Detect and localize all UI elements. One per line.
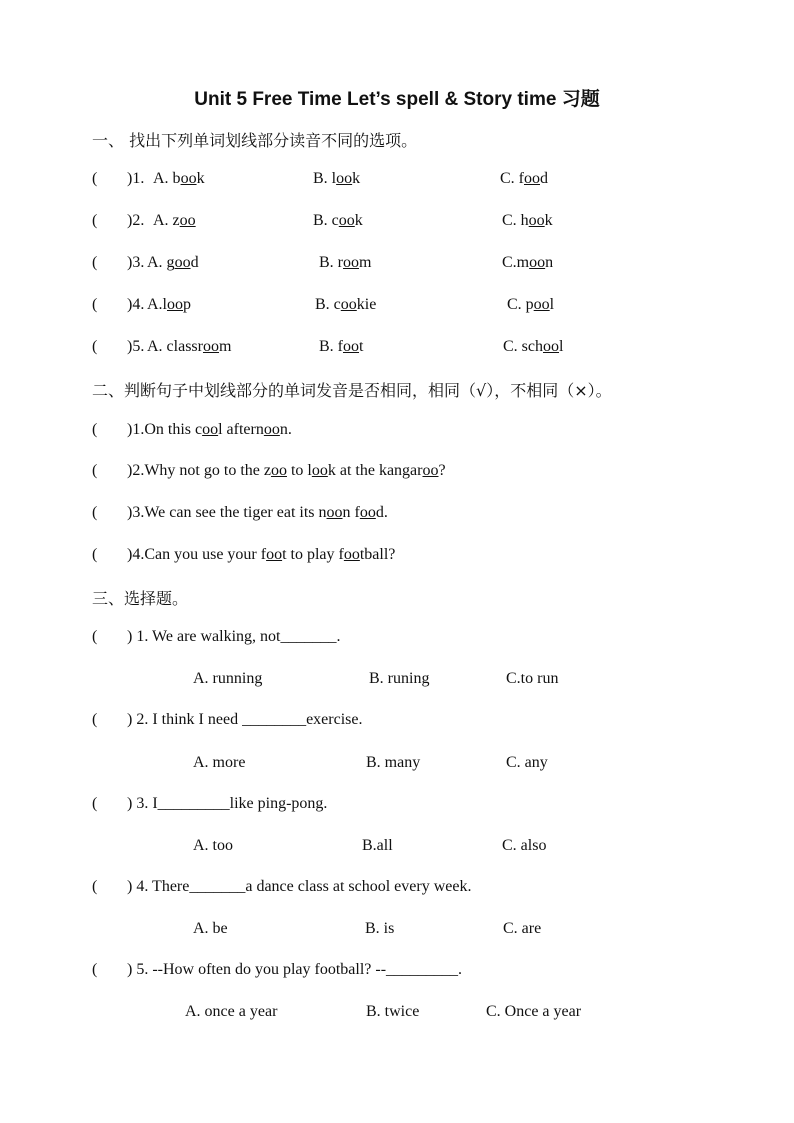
- question-text: ) 2. I think I need ________exercise.: [127, 711, 363, 728]
- option-b[interactable]: B.all: [362, 837, 393, 854]
- worksheet-title: Unit 5 Free Time Let’s spell & Story time 习题: [194, 89, 600, 110]
- underlined-letters: oo: [174, 254, 191, 271]
- word-part: d: [540, 170, 548, 187]
- word-part: m: [218, 338, 232, 355]
- underlined-letters: oo: [524, 170, 540, 187]
- word-part: C. sch: [503, 338, 543, 355]
- underlined-letters: oo: [167, 296, 183, 313]
- answer-blank-open[interactable]: (: [92, 961, 98, 978]
- underlined-letters: oo: [326, 504, 343, 521]
- word-part: k: [196, 170, 205, 187]
- option-b: [313, 212, 363, 230]
- question-text: ) 4. There_______a dance class at school every week.: [127, 878, 472, 895]
- underlined-letters: oo: [311, 462, 328, 479]
- sentence-part: )4.Can you use your f: [127, 546, 267, 563]
- option-a: [147, 338, 231, 356]
- sentence-part: k at the kangar: [327, 462, 423, 479]
- option-a: [153, 212, 196, 230]
- question-number: )3.: [127, 254, 145, 271]
- sentence: [127, 421, 292, 439]
- option-a: [153, 170, 205, 188]
- sentence-part: to l: [286, 462, 312, 479]
- word-part: B. c: [313, 212, 339, 229]
- word-part: B. c: [315, 296, 341, 313]
- section3-heading: 三、选择题。: [92, 589, 189, 608]
- option-a: [147, 296, 191, 314]
- option-a[interactable]: A. be: [193, 920, 228, 937]
- word-part: C. h: [502, 212, 529, 229]
- question-number: )5.: [127, 338, 145, 355]
- underlined-letters: oo: [202, 338, 219, 355]
- word-part: C.m: [502, 254, 530, 271]
- option-c[interactable]: C. any: [506, 754, 548, 771]
- word-part: B. f: [319, 338, 343, 355]
- word-part: d: [190, 254, 199, 271]
- word-part: B. r: [319, 254, 343, 271]
- answer-blank-open[interactable]: (: [92, 711, 98, 728]
- word-part: n: [545, 254, 554, 271]
- sentence-part: ?: [438, 462, 446, 479]
- option-b: [319, 338, 363, 356]
- option-c[interactable]: C.to run: [506, 670, 559, 687]
- underlined-letters: oo: [202, 421, 219, 438]
- question-text: ) 1. We are walking, not_______.: [127, 628, 341, 645]
- option-a[interactable]: A. once a year: [185, 1003, 278, 1020]
- underlined-letters: oo: [533, 296, 550, 313]
- question-text: ) 3. I_________like ping-pong.: [127, 795, 328, 812]
- answer-blank-open[interactable]: (: [92, 421, 98, 438]
- option-b[interactable]: B. is: [365, 920, 395, 937]
- answer-blank-open[interactable]: (: [92, 296, 98, 313]
- option-b[interactable]: B. twice: [366, 1003, 420, 1020]
- option-a[interactable]: A. running: [193, 670, 263, 687]
- option-c: [507, 296, 554, 314]
- answer-blank-open[interactable]: (: [92, 462, 98, 479]
- word-part: k: [544, 212, 553, 229]
- word-part: k: [354, 212, 363, 229]
- option-c: [500, 170, 548, 188]
- underlined-letters: oo: [336, 170, 353, 187]
- answer-blank-open[interactable]: (: [92, 878, 98, 895]
- word-part: l: [549, 296, 555, 313]
- underlined-letters: oo: [180, 170, 197, 187]
- answer-blank-open[interactable]: (: [92, 170, 98, 187]
- section1-heading: 一、 找出下列单词划线部分读音不同的选项。: [92, 131, 418, 150]
- word-part: A. g: [147, 254, 175, 271]
- word-part: t: [359, 338, 364, 355]
- option-b: [319, 254, 371, 272]
- underlined-letters: oo: [529, 254, 546, 271]
- word-part: kie: [356, 296, 377, 313]
- option-b[interactable]: B. many: [366, 754, 421, 771]
- underlined-letters: oo: [359, 504, 376, 521]
- underlined-letters: oo: [422, 462, 439, 479]
- answer-blank-open[interactable]: (: [92, 338, 98, 355]
- sentence-part: l aftern: [218, 421, 264, 438]
- option-b: [313, 170, 360, 188]
- option-c[interactable]: C. are: [503, 920, 542, 937]
- word-part: B. l: [313, 170, 337, 187]
- option-c[interactable]: C. Once a year: [486, 1003, 582, 1020]
- underlined-letters: oo: [343, 254, 359, 271]
- word-part: l: [559, 338, 564, 355]
- answer-blank-open[interactable]: (: [92, 795, 98, 812]
- word-part: A. classr: [147, 338, 203, 355]
- sentence-part: d.: [375, 504, 388, 521]
- word-part: p: [183, 296, 191, 313]
- underlined-letters: oo: [343, 546, 360, 563]
- underlined-letters: oo: [340, 296, 357, 313]
- section2-heading: 二、判断句子中划线部分的单词发音是否相同，相同（√），不相同（×）。: [92, 381, 612, 400]
- word-part: m: [359, 254, 372, 271]
- word-part: k: [352, 170, 361, 187]
- option-a[interactable]: A. too: [193, 837, 233, 854]
- underlined-letters: oo: [343, 338, 359, 355]
- option-b: [315, 296, 376, 314]
- sentence-part: t to play f: [282, 546, 344, 563]
- sentence-part: tball?: [359, 546, 396, 563]
- word-part: C. p: [507, 296, 534, 313]
- sentence-part: n.: [279, 421, 292, 438]
- sentence-part: )2.Why not go to the z: [127, 462, 271, 479]
- option-c: [502, 254, 553, 272]
- answer-blank-open[interactable]: (: [92, 504, 98, 521]
- underlined-letters: oo: [263, 421, 280, 438]
- option-c[interactable]: C. also: [502, 837, 547, 854]
- question-number: )1.: [127, 170, 145, 187]
- underlined-letters: oo: [270, 462, 287, 479]
- sentence: [127, 546, 395, 564]
- underlined-letters: oo: [543, 338, 559, 355]
- word-part: A.l: [147, 296, 167, 313]
- sentence: [127, 462, 446, 480]
- answer-blank-open[interactable]: (: [92, 546, 98, 563]
- underlined-letters: oo: [179, 212, 196, 229]
- option-c: [502, 212, 553, 230]
- sentence-part: n f: [342, 504, 360, 521]
- sentence-part: )1.On this c: [127, 421, 203, 438]
- answer-blank-open[interactable]: (: [92, 212, 98, 229]
- answer-blank-open[interactable]: (: [92, 628, 98, 645]
- question-number: )4.: [127, 296, 145, 313]
- underlined-letters: oo: [528, 212, 545, 229]
- question-text: ) 5. --How often do you play football? --_________.: [127, 961, 463, 978]
- word-part: A. z: [153, 212, 180, 229]
- option-a: [147, 254, 199, 272]
- question-number: )2.: [127, 212, 145, 229]
- underlined-letters: oo: [338, 212, 355, 229]
- option-a[interactable]: A. more: [193, 754, 246, 771]
- underlined-letters: oo: [266, 546, 283, 563]
- answer-blank-open[interactable]: (: [92, 254, 98, 271]
- sentence-part: )3.We can see the tiger eat its n: [127, 504, 327, 521]
- sentence: [127, 504, 388, 522]
- option-b[interactable]: B. runing: [369, 670, 430, 687]
- word-part: A. b: [153, 170, 181, 187]
- word-part: C. f: [500, 170, 524, 187]
- option-c: [503, 338, 563, 356]
